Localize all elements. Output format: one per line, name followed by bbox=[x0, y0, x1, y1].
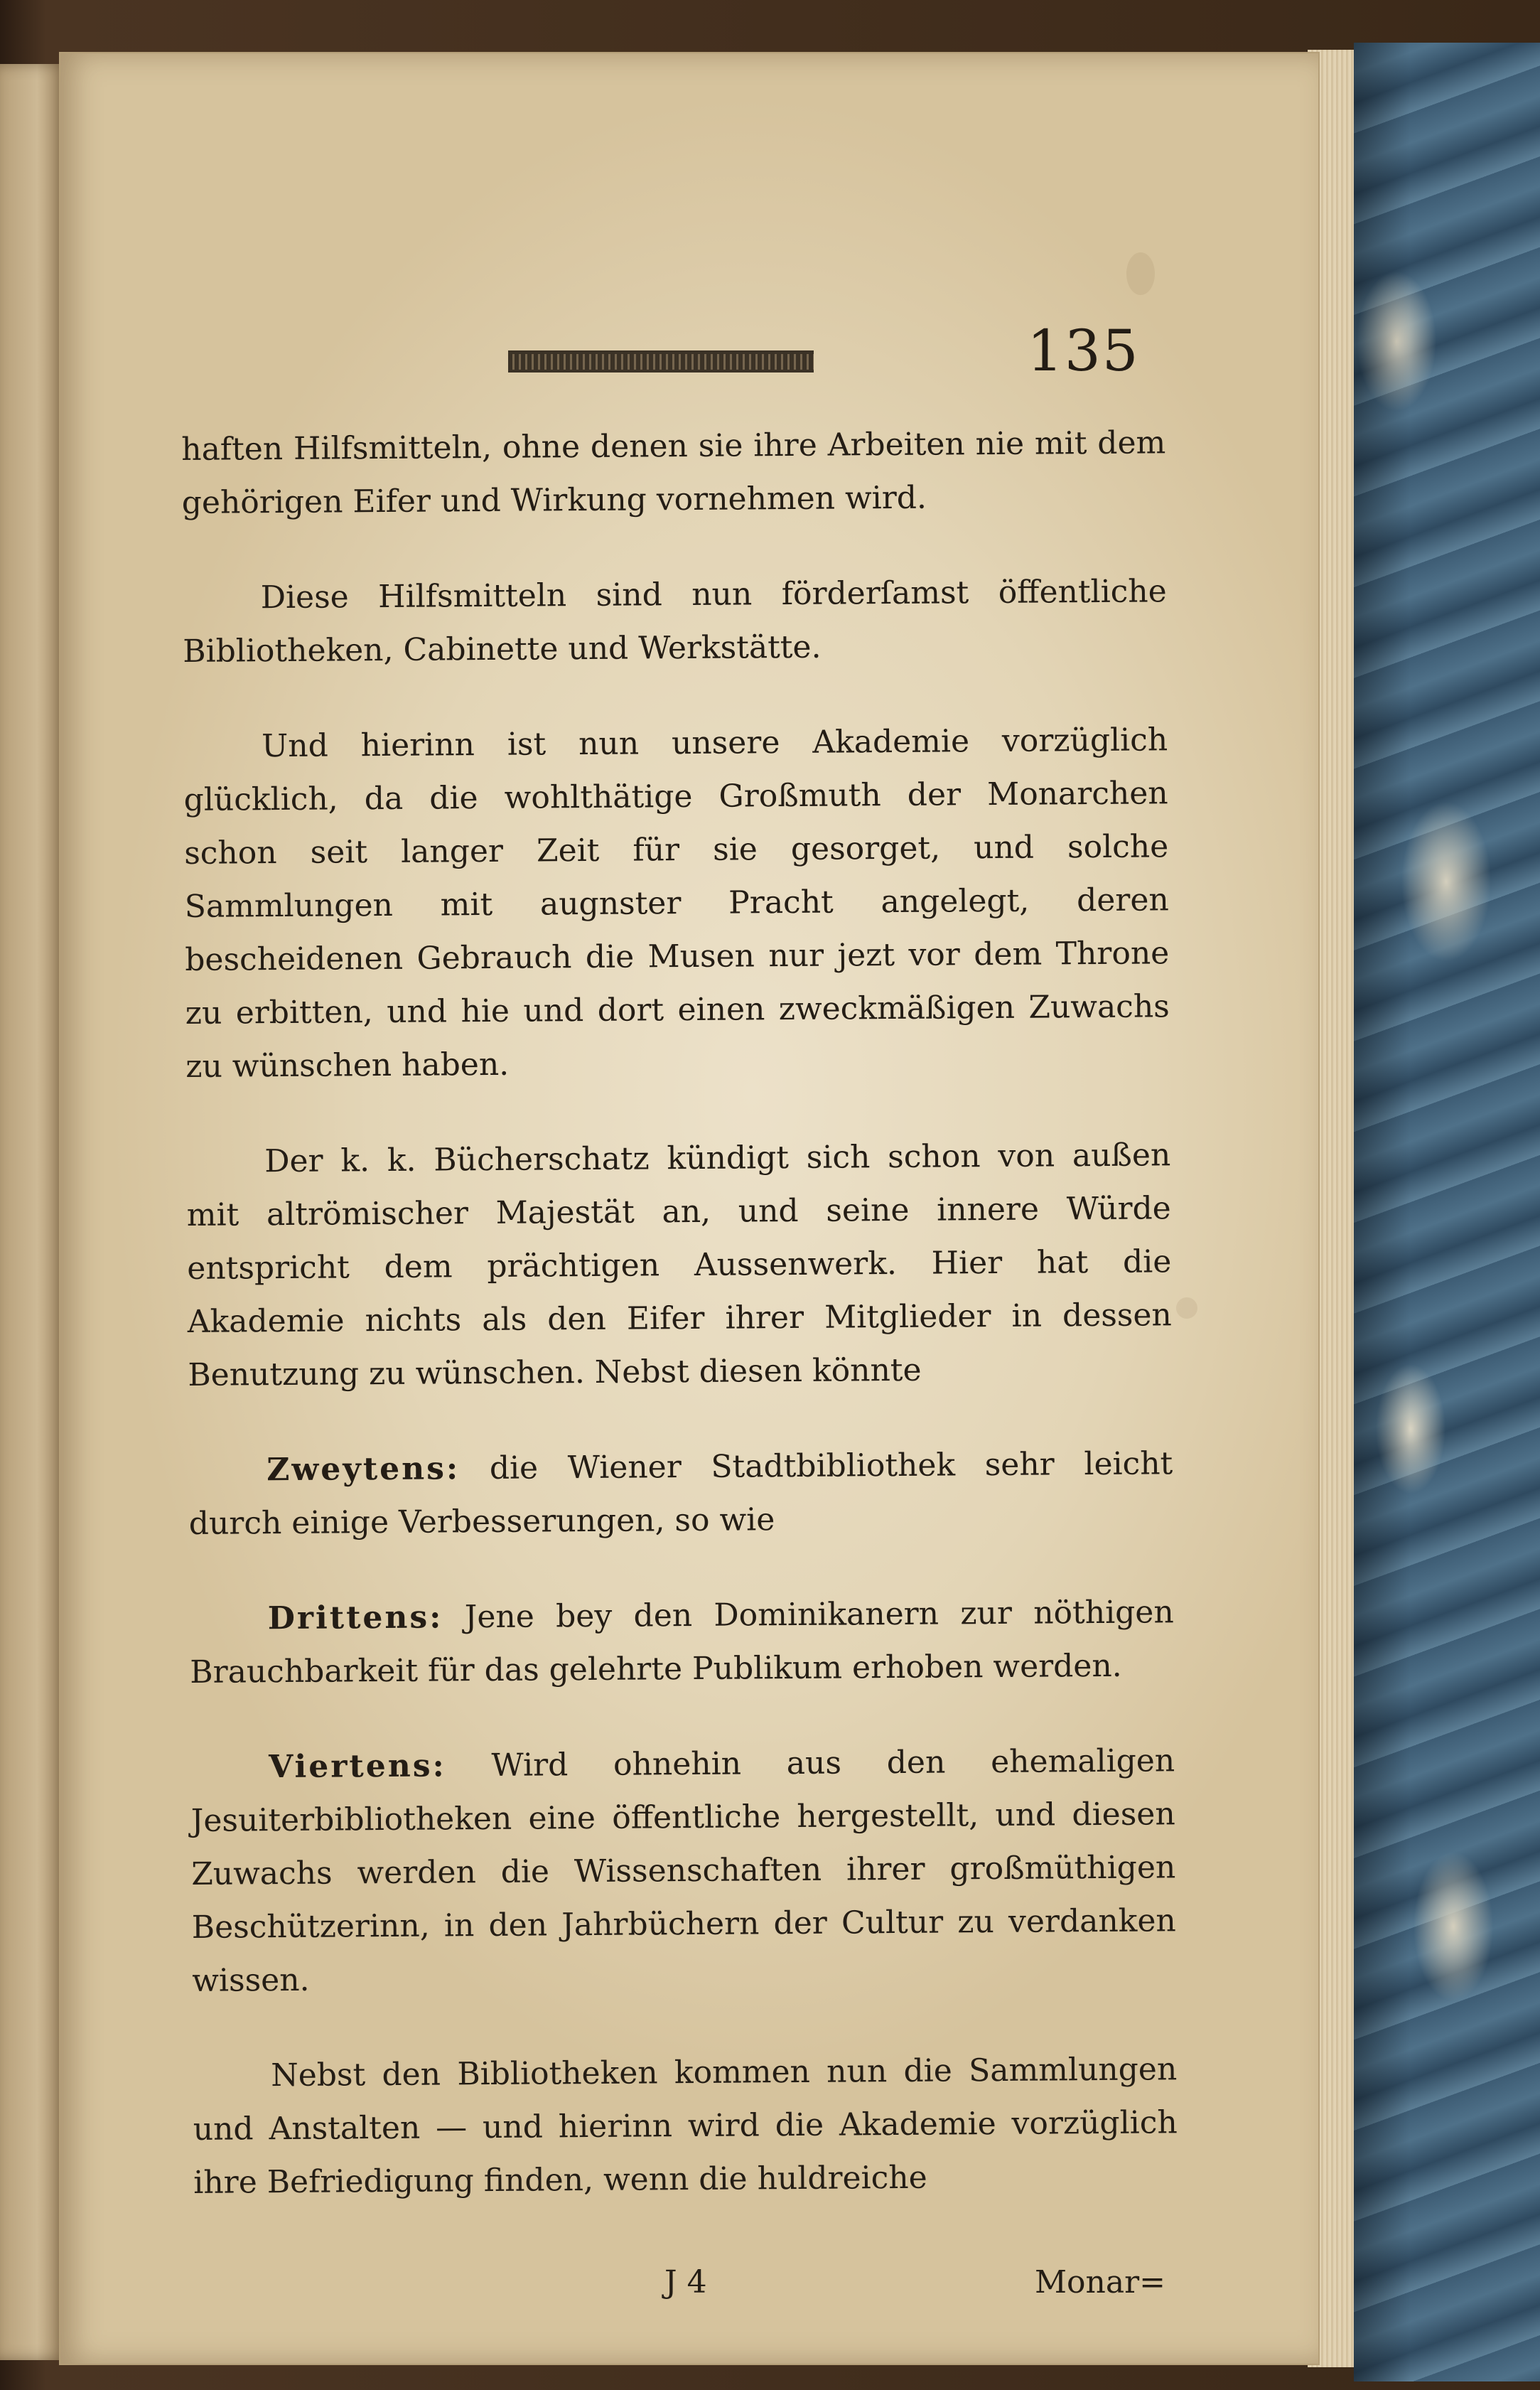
paper-stain bbox=[1176, 1297, 1197, 1319]
catchword: Monar= bbox=[1034, 2264, 1165, 2300]
paper-stain bbox=[1126, 252, 1155, 295]
paragraph-text: Wird ohnehin aus den ehemaligen Jesuiterbibliotheken eine öffentliche hergestellt, und diesen Zuwachs werden die Wissenschaften ihrer großmüthigen Beschützerinn, in den Jahrbüchern der Cultur zu verdanken wissen. bbox=[190, 1742, 1176, 1999]
paragraph-text: haften Hilfsmitteln, ohne denen sie ihre Arbeiten nie mit dem gehörigen Eifer und Wirkung vornehmen wird. bbox=[181, 424, 1166, 521]
paragraph bbox=[183, 713, 1170, 1093]
paragraph bbox=[193, 2042, 1178, 2209]
paragraph-text: Und hierinn ist nun unsere Akademie vorzüglich glücklich, da die wohlthätige Großmuth der Monarchen schon seit langer Zeit für sie gesorget, und solche Sammlungen mit augnster Pracht angelegt, deren bescheidenen Gebrauch die Musen nur jezt vor dem Throne zu erbitten, und hie und dort einen zweckmäßigen Zuwachs zu wünschen haben. bbox=[183, 722, 1170, 1085]
page-number: 135 bbox=[1027, 318, 1140, 384]
paragraph-lead: Zweytens: bbox=[266, 1450, 461, 1489]
paragraph-lead: Drittens: bbox=[267, 1599, 443, 1637]
paragraph bbox=[188, 1437, 1173, 1550]
paragraph-text: die Wiener Stadtbibliothek sehr leicht durch einige Verbesserungen, so wie bbox=[188, 1445, 1173, 1542]
page-footer bbox=[181, 2264, 1165, 2321]
page-header bbox=[60, 318, 1318, 387]
signature-mark: J 4 bbox=[664, 2264, 707, 2300]
paragraph bbox=[182, 564, 1167, 678]
paragraph-text: Diese Hilfsmitteln sind nun förderſamst öffentliche Bibliotheken, Cabinette und Werkstätte. bbox=[183, 573, 1167, 670]
facing-page-edge bbox=[0, 64, 68, 2360]
paragraph bbox=[189, 1585, 1174, 1699]
paragraph bbox=[186, 1128, 1173, 1402]
paragraph-lead: Viertens: bbox=[269, 1747, 446, 1786]
paragraph bbox=[181, 416, 1166, 530]
header-ornament bbox=[508, 350, 814, 373]
paragraph-text: Der k. k. Bücherschatz kündigt sich schon von außen mit altrömischer Majestät an, und seine innere Würde entspricht dem prächtigen Aussenwerk. Hier hat die Akademie nichts als den Eifer ihrer Mitglieder in dessen Benutzung zu wünschen. Nebst diesen könnte bbox=[186, 1137, 1172, 1393]
marbled-cover bbox=[1354, 43, 1540, 2381]
body-text bbox=[181, 416, 1178, 2251]
paragraph-text: Jene bey den Dominikanern zur nöthigen Brauchbarkeit für das gelehrte Publikum erhoben werden. bbox=[190, 1594, 1174, 1690]
paragraph-text: Nebst den Bibliotheken kommen nun die Sammlungen und Anstalten — und hierinn wird die Akademie vorzüglich ihre Befriedigung finden, wenn die huldreiche bbox=[193, 2051, 1178, 2201]
paragraph bbox=[190, 1734, 1177, 2008]
book-page bbox=[60, 53, 1318, 2364]
